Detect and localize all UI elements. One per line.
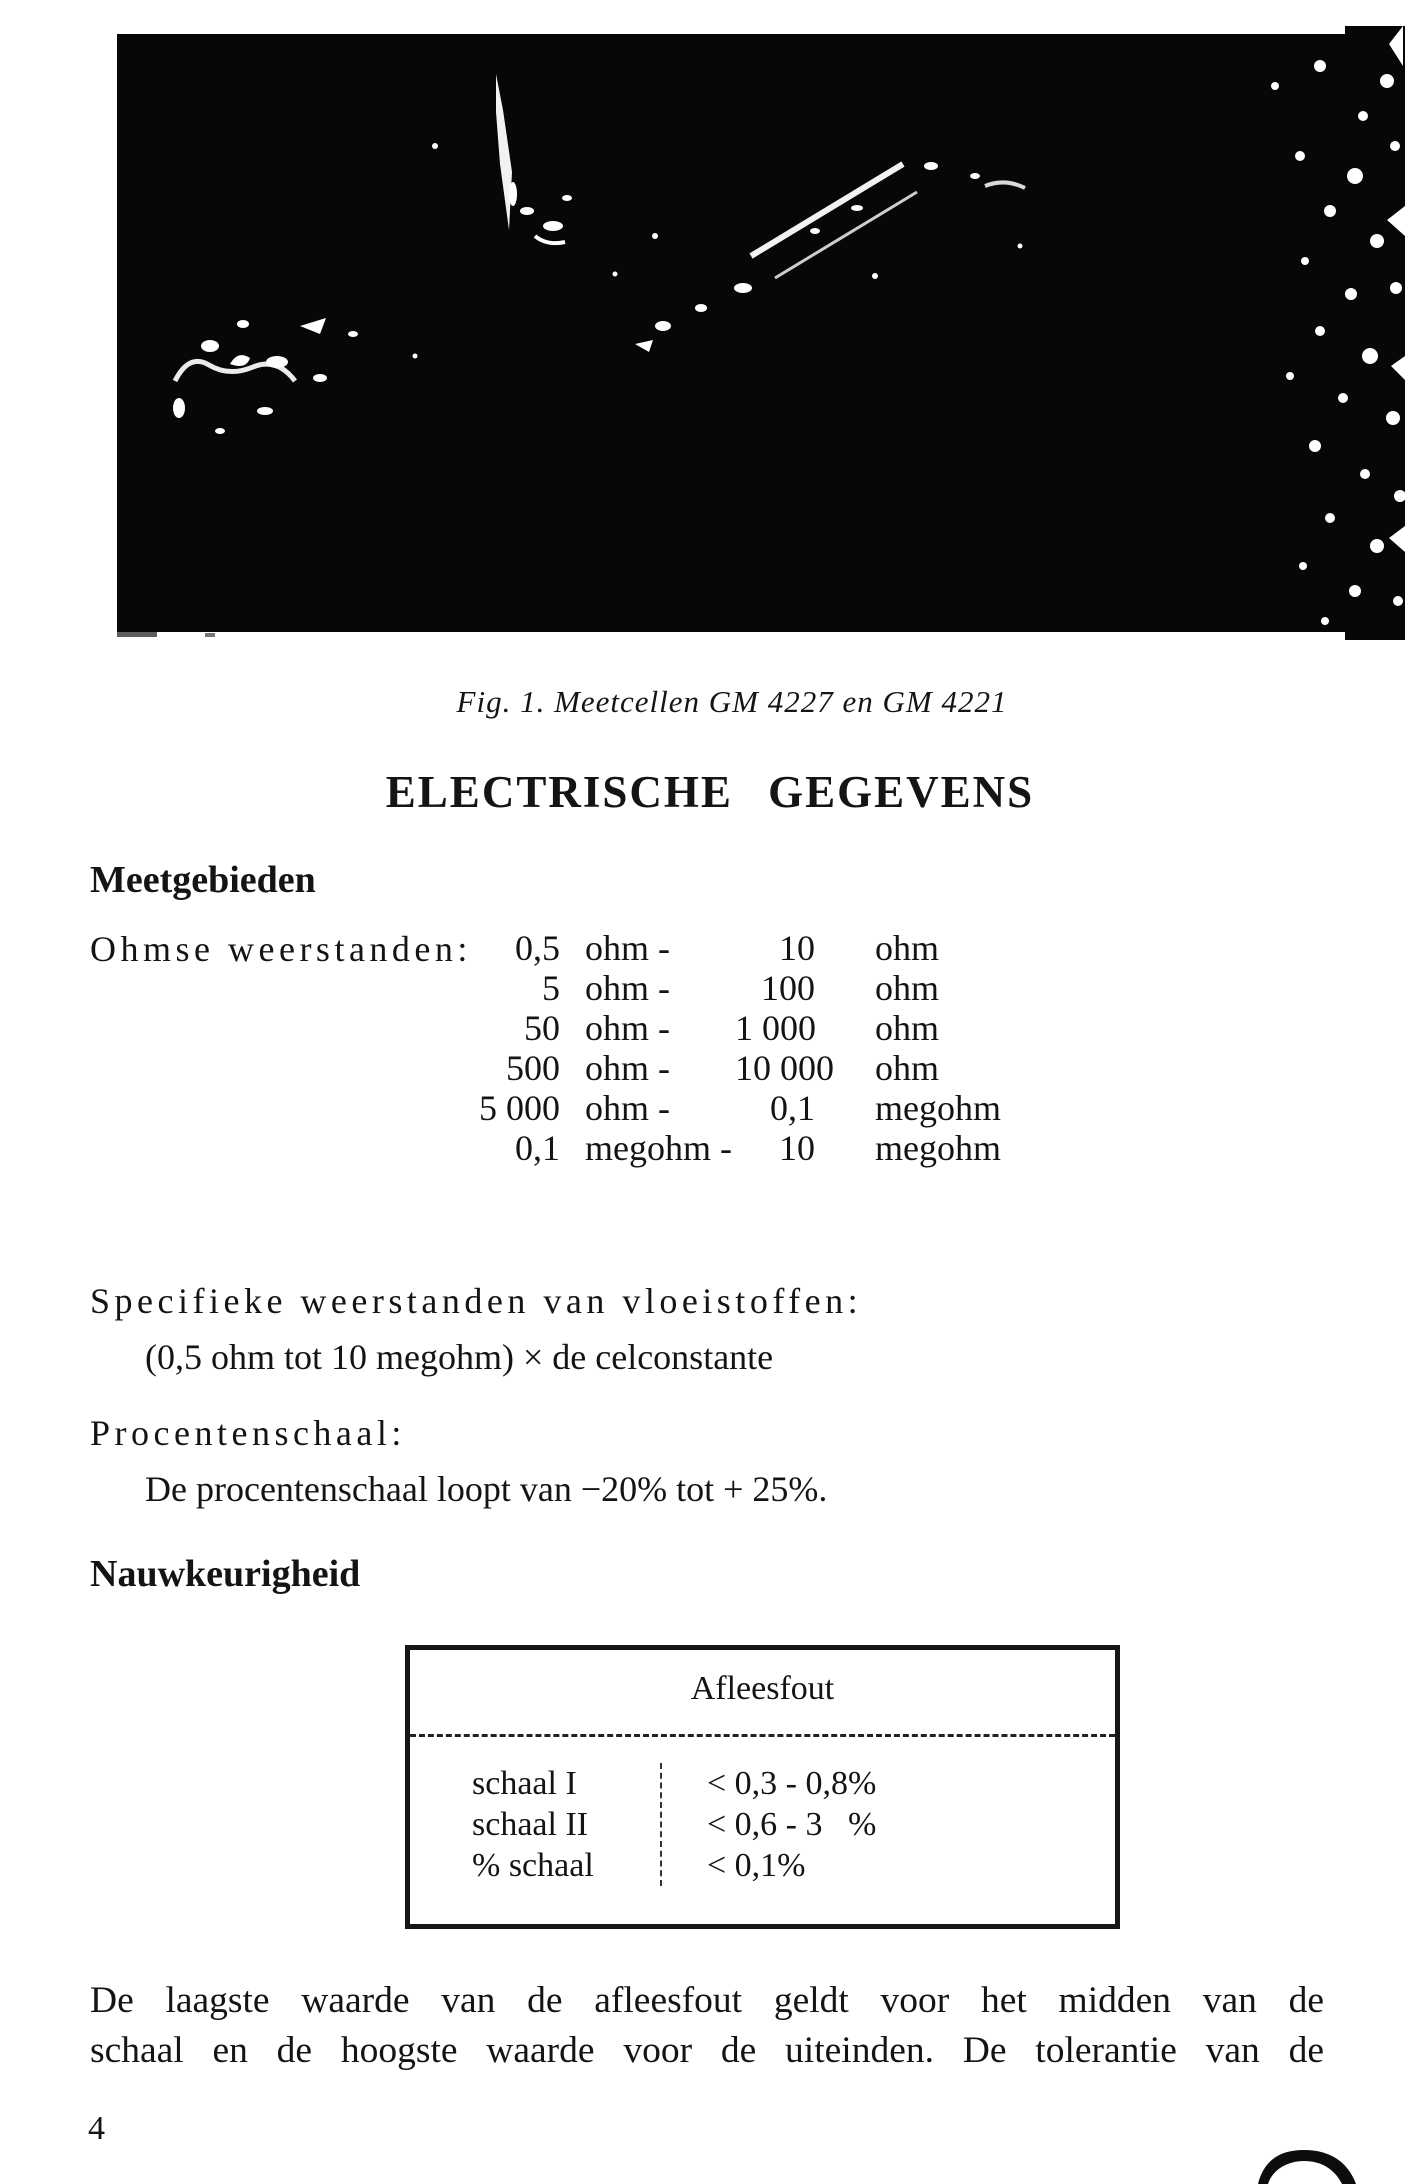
scale-error-value: < 0,3 - 0,8% bbox=[707, 1765, 877, 1802]
scale-label: schaal II bbox=[472, 1806, 589, 1843]
range-row bbox=[350, 968, 1001, 1008]
page-number: 4 bbox=[88, 2110, 105, 2147]
range-from-value: 5 000 bbox=[479, 1088, 560, 1128]
paragraph-line: schaal en de hoogste waarde voor de uiteinden. De tolerantie van de bbox=[90, 2030, 1324, 2071]
section-heading-meetgebieden: Meetgebieden bbox=[90, 859, 316, 901]
figure-photo bbox=[115, 26, 1405, 640]
range-from-unit: megohm - bbox=[585, 1128, 732, 1168]
range-from-value: 50 bbox=[524, 1008, 560, 1048]
range-to-unit: ohm bbox=[875, 1048, 940, 1088]
range-from-unit: ohm - bbox=[585, 1008, 670, 1048]
range-to-unit: megohm bbox=[875, 1088, 1001, 1128]
procentenschaal-value: De procentenschaal loopt van −20% tot + 25%. bbox=[145, 1469, 828, 1509]
range-row bbox=[350, 1088, 1001, 1128]
range-from-unit: ohm - bbox=[585, 1048, 670, 1088]
range-to-value: 100 bbox=[761, 968, 815, 1008]
range-from-value: 5 bbox=[542, 968, 560, 1008]
ohmse-weerstanden-label: Ohmse weerstanden: bbox=[90, 929, 472, 969]
range-to-unit: megohm bbox=[875, 1128, 1001, 1168]
afleesfout-table-body bbox=[410, 1737, 1115, 1924]
range-to-unit: ohm bbox=[875, 1008, 940, 1048]
afleesfout-label-column bbox=[410, 1763, 660, 1886]
range-row bbox=[350, 1008, 1001, 1048]
page-title: ELECTRISCHE GEGEVENS bbox=[385, 767, 1035, 817]
specifieke-weerstanden-value: (0,5 ohm tot 10 megohm) × de celconstante bbox=[145, 1337, 774, 1377]
range-from-unit: ohm - bbox=[585, 1088, 670, 1128]
range-from-value: 0,1 bbox=[515, 1128, 560, 1168]
range-row bbox=[350, 928, 1001, 968]
range-to-value: 0,1 bbox=[770, 1088, 815, 1128]
range-from-unit: ohm - bbox=[585, 928, 670, 968]
procentenschaal-label: Procentenschaal: bbox=[90, 1413, 406, 1453]
range-row bbox=[350, 1048, 1001, 1088]
range-row bbox=[350, 1128, 1001, 1168]
range-to-unit: ohm bbox=[875, 928, 940, 968]
specifieke-weerstanden-label: Specifieke weerstanden van vloeistoffen: bbox=[90, 1281, 863, 1321]
range-to-value: 10 bbox=[779, 1128, 815, 1168]
range-to-value: 1 000 bbox=[735, 1008, 816, 1048]
afleesfout-table-header: Afleesfout bbox=[410, 1650, 1115, 1737]
range-to-unit: ohm bbox=[875, 968, 940, 1008]
scale-error-value: < 0,6 - 3 % bbox=[707, 1806, 877, 1843]
afleesfout-table bbox=[405, 1645, 1120, 1929]
range-from-value: 500 bbox=[506, 1048, 560, 1088]
photo-artwork bbox=[115, 26, 1405, 640]
afleesfout-value-column bbox=[660, 1763, 1115, 1886]
range-from-value: 0,5 bbox=[515, 928, 560, 968]
scale-label: % schaal bbox=[472, 1847, 594, 1884]
scale-label: schaal I bbox=[472, 1765, 577, 1802]
section-heading-nauwkeurigheid: Nauwkeurigheid bbox=[90, 1553, 361, 1595]
range-to-value: 10 000 bbox=[735, 1048, 834, 1088]
paragraph-line: De laagste waarde van de afleesfout geldt voor het midden van de bbox=[90, 1980, 1324, 2021]
range-from-unit: ohm - bbox=[585, 968, 670, 1008]
range-to-value: 10 bbox=[779, 928, 815, 968]
ink-smudge bbox=[1252, 2148, 1362, 2184]
resistance-ranges-table bbox=[350, 928, 1001, 1168]
figure-caption: Fig. 1. Meetcellen GM 4227 en GM 4221 bbox=[456, 684, 1008, 719]
scale-error-value: < 0,1% bbox=[707, 1847, 806, 1884]
body-paragraph bbox=[90, 1976, 1324, 2076]
